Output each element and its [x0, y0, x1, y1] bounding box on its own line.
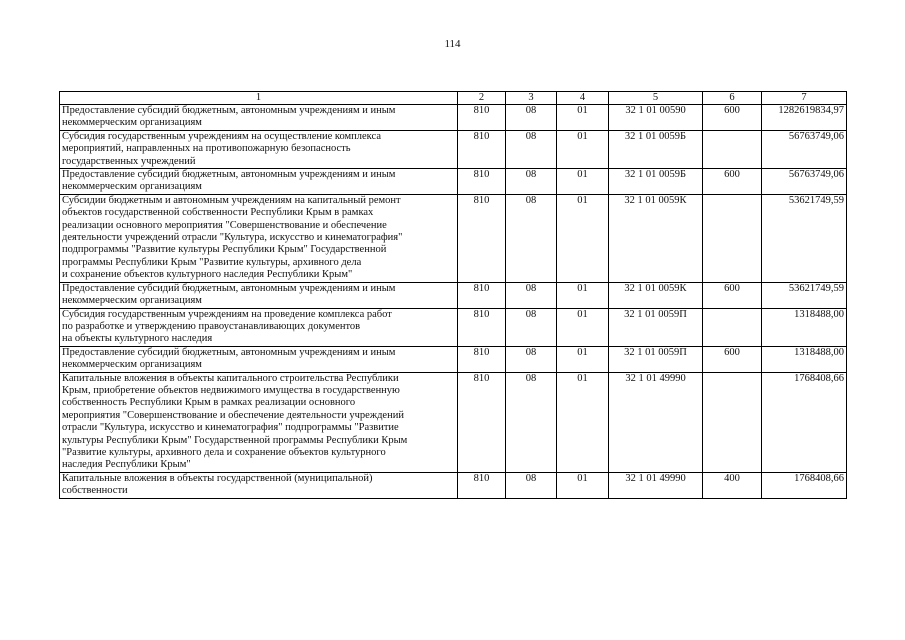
- expense-type-code: 600: [703, 105, 762, 131]
- row-description: Субсидия государственным учреждениям на проведение комплекса работ по разработке и утверждению правоустанавливающих документов на объекты культурного наследия: [60, 308, 458, 346]
- table-row: [60, 194, 847, 282]
- table-row: [60, 169, 847, 195]
- expense-type-code: 600: [703, 169, 762, 195]
- ministry-code: 810: [458, 169, 506, 195]
- section-code: 08: [506, 282, 557, 308]
- section-code: 08: [506, 346, 557, 372]
- column-header: 3: [506, 92, 557, 105]
- header-row: [60, 92, 847, 105]
- target-article-code: 32 1 01 0059Б: [609, 169, 703, 195]
- section-code: 08: [506, 194, 557, 282]
- subsection-code: 01: [557, 194, 609, 282]
- column-header: 5: [609, 92, 703, 105]
- ministry-code: 810: [458, 130, 506, 168]
- budget-table: [59, 91, 847, 499]
- column-header: 6: [703, 92, 762, 105]
- ministry-code: 810: [458, 194, 506, 282]
- subsection-code: 01: [557, 346, 609, 372]
- column-header: 4: [557, 92, 609, 105]
- section-code: 08: [506, 372, 557, 472]
- expense-type-code: [703, 194, 762, 282]
- subsection-code: 01: [557, 472, 609, 498]
- amount: 56763749,06: [762, 130, 847, 168]
- table-row: [60, 130, 847, 168]
- row-description: Субсидия государственным учреждениям на осуществление комплекса мероприятий, направленных на противопожарную безопасность государственных учреждений: [60, 130, 458, 168]
- column-header: 2: [458, 92, 506, 105]
- expense-type-code: 600: [703, 346, 762, 372]
- section-code: 08: [506, 169, 557, 195]
- expense-type-code: 400: [703, 472, 762, 498]
- target-article-code: 32 1 01 00590: [609, 105, 703, 131]
- amount: 1282619834,97: [762, 105, 847, 131]
- expense-type-code: [703, 372, 762, 472]
- target-article-code: 32 1 01 0059П: [609, 346, 703, 372]
- amount: 1318488,00: [762, 308, 847, 346]
- column-header: 1: [60, 92, 458, 105]
- section-code: 08: [506, 308, 557, 346]
- target-article-code: 32 1 01 0059Б: [609, 130, 703, 168]
- row-description: Предоставление субсидий бюджетным, автономным учреждениям и иным некоммерческим организациям: [60, 169, 458, 195]
- ministry-code: 810: [458, 472, 506, 498]
- ministry-code: 810: [458, 308, 506, 346]
- subsection-code: 01: [557, 308, 609, 346]
- target-article-code: 32 1 01 0059К: [609, 282, 703, 308]
- section-code: 08: [506, 472, 557, 498]
- ministry-code: 810: [458, 346, 506, 372]
- target-article-code: 32 1 01 49990: [609, 472, 703, 498]
- ministry-code: 810: [458, 105, 506, 131]
- target-article-code: 32 1 01 0059К: [609, 194, 703, 282]
- table-row: [60, 372, 847, 472]
- subsection-code: 01: [557, 282, 609, 308]
- ministry-code: 810: [458, 372, 506, 472]
- ministry-code: 810: [458, 282, 506, 308]
- table-row: [60, 472, 847, 498]
- table-row: [60, 105, 847, 131]
- row-description: Капитальные вложения в объекты государственной (муниципальной) собственности: [60, 472, 458, 498]
- amount: 53621749,59: [762, 194, 847, 282]
- amount: 1768408,66: [762, 472, 847, 498]
- row-description: Предоставление субсидий бюджетным, автономным учреждениям и иным некоммерческим организациям: [60, 105, 458, 131]
- column-header: 7: [762, 92, 847, 105]
- subsection-code: 01: [557, 130, 609, 168]
- subsection-code: 01: [557, 105, 609, 131]
- row-description: Субсидии бюджетным и автономным учреждениям на капитальный ремонт объектов государственной собственности Республики Крым в рамках реализации основного мероприятия "Совершенствование и обеспечение деятельности учреждений отрасли "Культура, искусство и кинематография" подпрограммы "Развитие культуры Республики Крым" Государственной программы Республики Крым "Развитие культуры, архивного дела и сохранение объектов культурного наследия Республики Крым": [60, 194, 458, 282]
- target-article-code: 32 1 01 0059П: [609, 308, 703, 346]
- table-row: [60, 308, 847, 346]
- target-article-code: 32 1 01 49990: [609, 372, 703, 472]
- subsection-code: 01: [557, 169, 609, 195]
- expense-type-code: 600: [703, 282, 762, 308]
- row-description: Предоставление субсидий бюджетным, автономным учреждениям и иным некоммерческим организациям: [60, 282, 458, 308]
- page-number: 114: [444, 38, 461, 50]
- expense-type-code: [703, 130, 762, 168]
- table-row: [60, 346, 847, 372]
- amount: 53621749,59: [762, 282, 847, 308]
- section-code: 08: [506, 130, 557, 168]
- row-description: Предоставление субсидий бюджетным, автономным учреждениям и иным некоммерческим организациям: [60, 346, 458, 372]
- amount: 56763749,06: [762, 169, 847, 195]
- amount: 1318488,00: [762, 346, 847, 372]
- subsection-code: 01: [557, 372, 609, 472]
- table-row: [60, 282, 847, 308]
- row-description: Капитальные вложения в объекты капитального строительства Республики Крым, приобретение объектов недвижимого имущества в государственную собственность Республики Крым в рамках реализации основного мероприятия "Совершенствование и обеспечение деятельности учреждений отрасли "Культура, искусство и кинематография" подпрограммы "Развитие культуры Республики Крым" Государственной программы Республики Крым "Развитие культуры, архивного дела и сохранение объектов культурного наследия Республики Крым": [60, 372, 458, 472]
- section-code: 08: [506, 105, 557, 131]
- amount: 1768408,66: [762, 372, 847, 472]
- expense-type-code: [703, 308, 762, 346]
